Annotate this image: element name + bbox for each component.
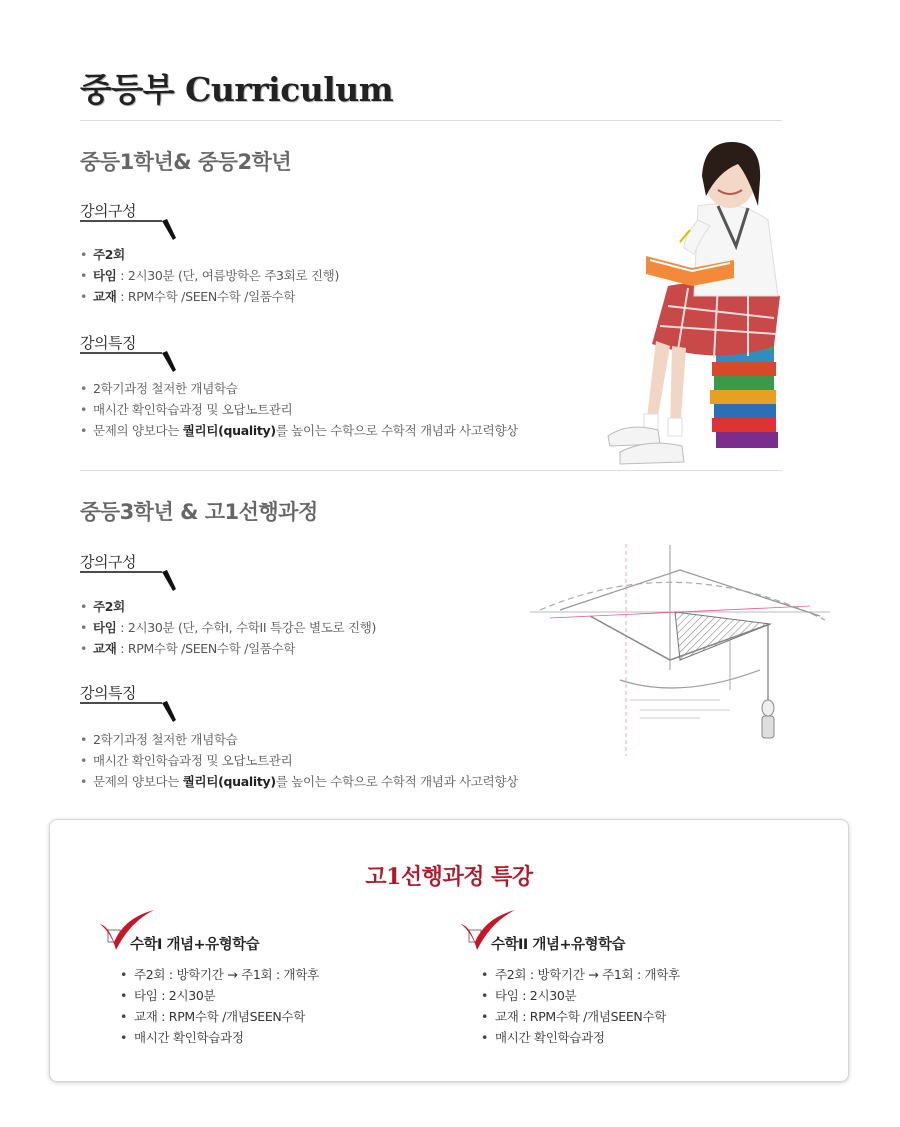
list-item: • 주2회 xyxy=(80,244,339,265)
section-title-grade1-2: 중등1학년& 중등2학년 xyxy=(80,150,292,174)
list-item: • 주2회 : 방학기간 → 주1회 : 개학후 xyxy=(120,964,319,985)
list-item: • 교재 : RPM수학 /SEEN수학 /일품수학 xyxy=(80,638,376,659)
sub-heading-label: 강의구성 xyxy=(80,202,136,220)
list-item: • 타임 : 2시30분 (단, 수학I, 수학II 특강은 별도로 진행) xyxy=(80,617,376,638)
sub-heading-label: 강의특징 xyxy=(80,334,136,352)
pen-underline-icon xyxy=(80,551,180,593)
divider xyxy=(80,470,782,471)
list-item: • 타임 : 2시30분 (단, 여름방학은 주3회로 진행) xyxy=(80,265,339,286)
list-item: • 2학기과정 철저한 개념학습 xyxy=(80,729,518,750)
pen-underline-icon xyxy=(80,200,180,242)
sub-heading-label: 강의구성 xyxy=(80,553,136,571)
list-item: • 주2회 : 방학기간 → 주1회 : 개학후 xyxy=(481,964,680,985)
list-item: • 매시간 확인학습과정 및 오답노트관리 xyxy=(80,399,518,420)
list-item: • 매시간 확인학습과정 xyxy=(481,1027,680,1048)
divider xyxy=(80,120,782,121)
course-title: 수학I 개념+유형학습 xyxy=(130,937,260,953)
sub-heading-composition xyxy=(80,200,180,236)
list-item: • 교재 : RPM수학 /개념SEEN수학 xyxy=(481,1006,680,1027)
pen-underline-icon xyxy=(80,682,180,724)
features-list xyxy=(80,729,518,792)
special-lecture-box xyxy=(49,819,849,1082)
pen-underline-icon xyxy=(80,332,180,374)
sub-heading-features xyxy=(80,332,180,368)
list-item: • 매시간 확인학습과정 및 오답노트관리 xyxy=(80,750,518,771)
list-item: • 문제의 양보다는 퀄리티(quality)를 높이는 수학으로 수학적 개념과 사고력향상 xyxy=(80,420,518,441)
sub-heading-label: 강의특징 xyxy=(80,684,136,702)
composition-list xyxy=(80,596,376,659)
page-title: 중등부 Curriculum xyxy=(80,70,394,109)
list-item: • 교재 : RPM수학 /SEEN수학 /일품수학 xyxy=(80,286,339,307)
list-item: • 문제의 양보다는 퀄리티(quality)를 높이는 수학으로 수학적 개념과 사고력향상 xyxy=(80,771,518,792)
list-item: • 타임 : 2시30분 xyxy=(120,985,319,1006)
section-title-grade3: 중등3학년 & 고1선행과정 xyxy=(80,500,318,524)
list-item: • 2학기과정 철저한 개념학습 xyxy=(80,378,518,399)
sub-heading-features xyxy=(80,682,180,718)
course-title: 수학II 개념+유형학습 xyxy=(491,937,626,953)
composition-list xyxy=(80,244,339,307)
course-list xyxy=(120,964,319,1048)
list-item: • 주2회 xyxy=(80,596,376,617)
list-item: • 교재 : RPM수학 /개념SEEN수학 xyxy=(120,1006,319,1027)
special-lecture-title: 고1선행과정 특강 xyxy=(365,864,533,890)
geometry-sketch-illustration xyxy=(530,540,835,760)
sub-heading-composition xyxy=(80,551,180,587)
list-item: • 타임 : 2시30분 xyxy=(481,985,680,1006)
features-list xyxy=(80,378,518,441)
list-item: • 매시간 확인학습과정 xyxy=(120,1027,319,1048)
student-illustration xyxy=(598,136,788,472)
course-list xyxy=(481,964,680,1048)
